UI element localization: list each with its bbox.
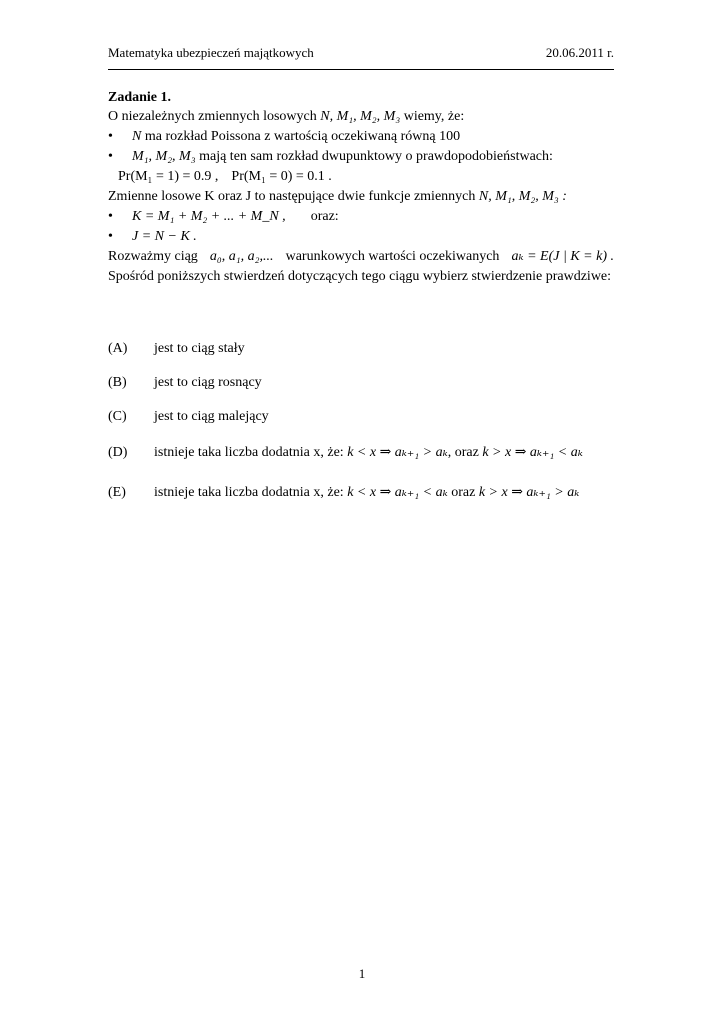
bullet-icon: •	[108, 149, 113, 164]
answer-text: istnieje taka liczba dodatnia x, że:	[154, 485, 344, 500]
question-text: Spośród poniższych stwierdzeń dotyczących tego ciągu wybierz stwierdzenie prawdziwe:	[108, 269, 612, 284]
header-subject: Matematyka ubezpieczeń majątkowych	[108, 45, 314, 60]
answer-formula-1: k < x ⇒ aₖ₊₁ > aₖ	[347, 445, 448, 460]
prob-1: Pr(M₁ = 1) = 0.9 ,	[118, 169, 219, 184]
answer-formula-2: k > x ⇒ aₖ₊₁ > aₖ	[478, 485, 580, 500]
answer-label: (A)	[108, 341, 128, 356]
intro-line-2	[108, 187, 614, 207]
bullet-1-var: N	[132, 129, 142, 144]
bullet-2-vars: M₁, M₂, M₃	[132, 149, 196, 164]
answer-formula-1: k < x ⇒ aₖ₊₁ < aₖ	[347, 485, 448, 500]
header-rule	[108, 69, 614, 70]
sequence-text: Rozważmy ciąg	[108, 249, 198, 264]
intro-line-1	[108, 107, 614, 127]
bullet-icon: •	[108, 209, 113, 224]
intro-vars: N, M₁, M₂, M₃	[320, 109, 401, 124]
j-formula: J = N − K .	[132, 229, 197, 244]
header-date: 20.06.2011 r.	[545, 45, 614, 60]
bullet-1-text: ma rozkład Poissona z wartością oczekiwaną równą 100	[144, 129, 461, 144]
prob-2: Pr(M₁ = 0) = 0.1 .	[231, 169, 332, 184]
bullet-1	[108, 127, 614, 147]
answer-a	[108, 341, 245, 357]
answer-text: istnieje taka liczba dodatnia x, że:	[154, 445, 344, 460]
answer-text: jest to ciąg stały	[154, 341, 245, 356]
bullet-3-text: oraz:	[310, 209, 339, 224]
sequence-text-2: warunkowych wartości oczekiwanych	[285, 249, 500, 264]
bullet-icon: •	[108, 229, 113, 244]
answer-text: jest to ciąg rosnący	[154, 375, 262, 390]
intro-text: O niezależnych zmiennych losowych	[108, 109, 317, 124]
sequence-formula: aₖ = E(J | K = k) .	[511, 249, 614, 264]
bullet-4	[108, 227, 614, 247]
bullet-2-text: mają ten sam rozkład dwupunktowy o prawdopodobieństwach:	[199, 149, 553, 164]
answer-connector: oraz	[451, 485, 476, 500]
answer-label: (C)	[108, 409, 127, 424]
answer-e	[108, 484, 579, 501]
page-number: 1	[358, 966, 366, 981]
page-header	[108, 45, 614, 61]
answer-formula-2: k > x ⇒ aₖ₊₁ < aₖ	[482, 445, 583, 460]
bullet-3	[108, 207, 614, 227]
task-body	[108, 107, 614, 287]
k-formula: K = M₁ + M₂ + ... + M_N ,	[132, 209, 286, 224]
answer-label: (E)	[108, 485, 126, 500]
intro-line-3	[108, 247, 614, 267]
functions-text: Zmienne losowe K oraz J to następujące dwie funkcje zmiennych	[108, 189, 476, 204]
answer-b	[108, 375, 262, 391]
sequence-vars: a₀, a₁, a₂,...	[209, 249, 274, 264]
answer-text: jest to ciąg malejący	[154, 409, 269, 424]
probability-line	[108, 167, 614, 187]
functions-vars: N, M₁, M₂, M₃ :	[478, 189, 567, 204]
answer-d	[108, 444, 583, 461]
bullet-icon: •	[108, 129, 113, 144]
task-title: Zadanie 1.	[108, 90, 172, 105]
answer-connector: , oraz	[447, 445, 479, 460]
answer-label: (D)	[108, 445, 128, 460]
intro-end: wiemy, że:	[403, 109, 465, 124]
answer-c	[108, 409, 269, 425]
answer-label: (B)	[108, 375, 127, 390]
bullet-2	[108, 147, 614, 167]
